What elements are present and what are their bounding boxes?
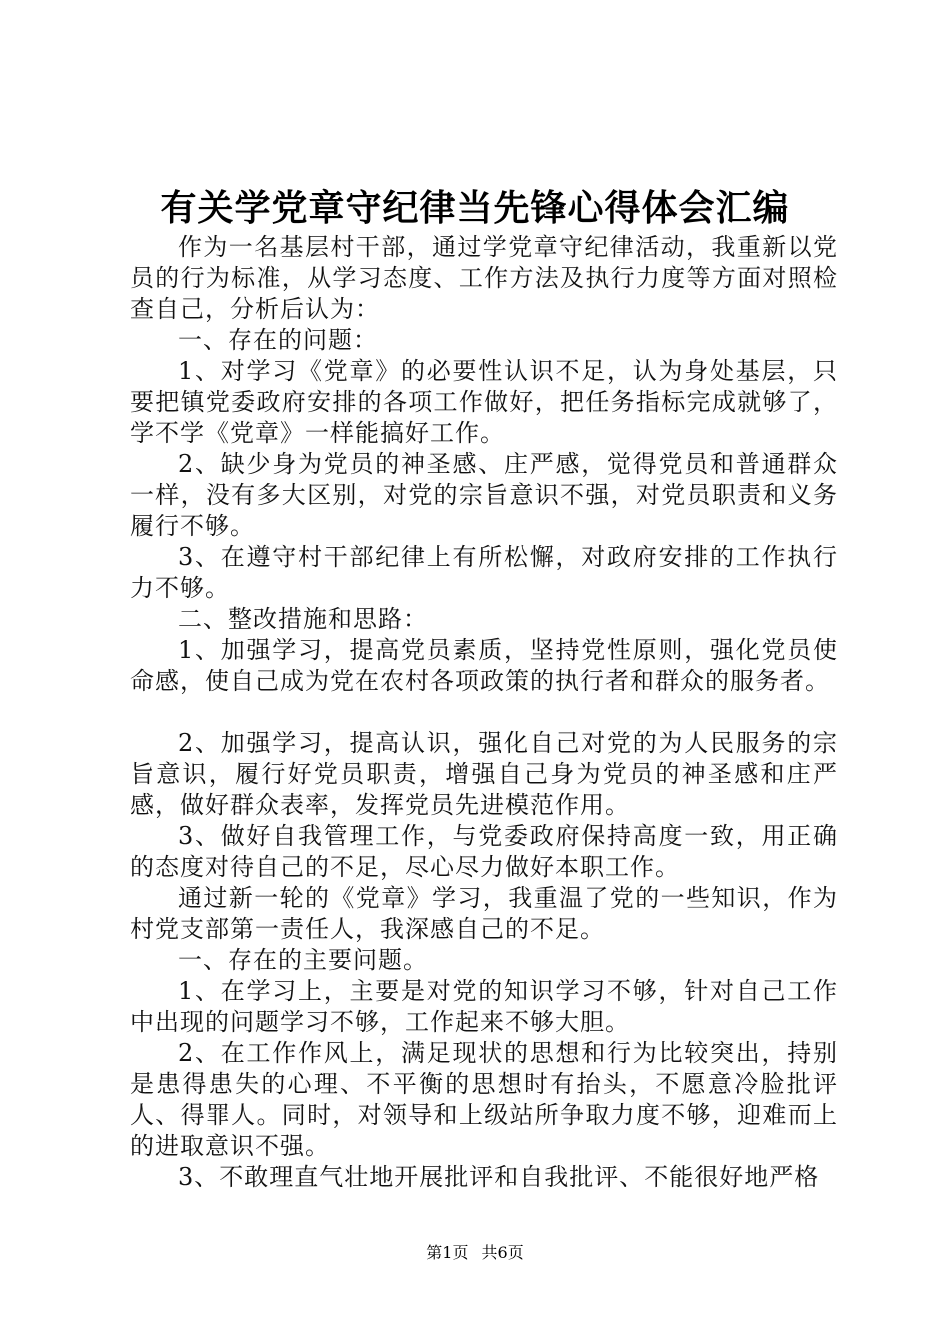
document-title: 有关学党章守纪律当先锋心得体会汇编 <box>160 187 790 229</box>
paragraph-measure-1: 1、加强学习，提高党员素质，坚持党性原则，强化党员使命感，使自己成为党在农村各项政策的执行者和群众的服务者。 <box>130 636 838 695</box>
paragraph-intro: 作为一名基层村干部，通过学党章守纪律活动，我重新以党员的行为标准，从学习态度、工作方法及执行力度等方面对照检查自己，分析后认为： <box>130 233 838 323</box>
paragraph-main-problem-3: 3、不敢理直气壮地开展批评和自我批评、不能很好地严格 <box>178 1163 820 1191</box>
heading-problems: 一、存在的问题： <box>178 326 378 354</box>
blank-line <box>130 697 838 728</box>
paragraph-second-intro: 通过新一轮的《党章》学习，我重温了党的一些知识，作为村党支部第一责任人，我深感自己的不足。 <box>130 884 838 943</box>
page-total: 共6页 <box>481 1243 524 1262</box>
paragraph-main-problem-2: 2、在工作作风上，满足现状的思想和行为比较突出，持别是患得患失的心理、不平衡的思想时有抬头，不愿意冷脸批评人、得罪人。同时，对领导和上级站所争取力度不够，迎难而上的进取意识不强。 <box>130 1039 838 1160</box>
document-body <box>130 232 838 1193</box>
page-footer <box>0 1242 950 1264</box>
heading-measures: 二、整改措施和思路： <box>178 605 428 633</box>
paragraph-measure-2: 2、加强学习，提高认识，强化自己对党的为人民服务的宗旨意识，履行好党员职责，增强自己身为党员的神圣感和庄严感，做好群众表率，发挥党员先进模范作用。 <box>130 729 838 819</box>
paragraph-problem-3: 3、在遵守村干部纪律上有所松懈，对政府安排的工作执行力不够。 <box>130 543 838 602</box>
paragraph-problem-2: 2、缺少身为党员的神圣感、庄严感，觉得党员和普通群众一样，没有多大区别，对党的宗旨意识不强，对党员职责和义务履行不够。 <box>130 450 838 540</box>
paragraph-problem-1: 1、对学习《党章》的必要性认识不足，认为身处基层，只要把镇党委政府安排的各项工作做好，把任务指标完成就够了，学不学《党章》一样能搞好工作。 <box>130 357 838 447</box>
paragraph-measure-3: 3、做好自我管理工作，与党委政府保持高度一致，用正确的态度对待自己的不足，尽心尽力做好本职工作。 <box>130 822 838 881</box>
page-number: 第1页 <box>426 1243 469 1262</box>
heading-main-problems: 一、存在的主要问题。 <box>178 946 428 974</box>
paragraph-main-problem-1: 1、在学习上，主要是对党的知识学习不够，针对自己工作中出现的问题学习不够，工作起来不够大胆。 <box>130 977 838 1036</box>
